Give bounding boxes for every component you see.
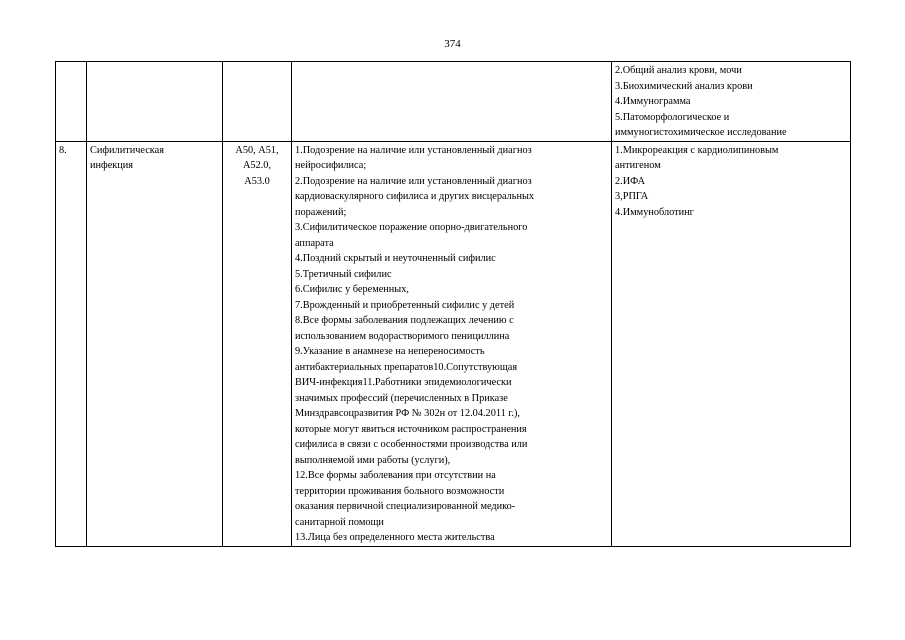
indication-line: 2.Подозрение на наличие или установленный диагноз [295, 175, 532, 187]
indication-line: значимых профессий (перечисленных в Приказе [295, 392, 508, 404]
icd-code-line: А52.0, [242, 160, 272, 171]
indication-line: кардиоваскулярного сифилиса и других висцеральных [295, 191, 535, 202]
disease-name-line: Сифилитическая [90, 144, 164, 156]
indication-line: 8.Все формы заболевания подлежащих лечению с [295, 315, 514, 326]
indication-line: 1.Подозрение на наличие или установленный диагноз [295, 144, 532, 156]
cell-icd-codes [223, 62, 292, 142]
cell-indications [292, 62, 612, 142]
indication-line: сифилиса в связи с особенностями производства или [295, 439, 528, 450]
cell-indications [292, 141, 612, 546]
indication-line: 9.Указание в анамнезе на непереносимость [295, 346, 485, 357]
test-line: 2.Общий анализ крови, мочи [615, 65, 742, 76]
medical-indications-table [55, 61, 851, 547]
indication-line: территории проживания больного возможности [295, 485, 505, 497]
indication-line: оказания первичной специализированной медико- [295, 501, 516, 512]
indication-line: 13.Лица без определенного места жительства [295, 532, 495, 543]
disease-name-line: инфекция [90, 160, 134, 171]
test-line: 4.Иммуноблотинг [615, 206, 694, 218]
cell-number: 8. [56, 141, 87, 546]
indication-line: санитарной помощи [295, 516, 384, 528]
cell-icd-codes [223, 141, 292, 546]
indication-line: выполняемой ими работы (услуги), [295, 454, 451, 466]
test-line: антигеном [615, 160, 661, 171]
cell-tests [612, 62, 851, 142]
indication-line: 5.Третичный сифилис [295, 268, 392, 280]
test-line: 4.Иммунограмма [615, 96, 691, 107]
test-line: 3.Биохимический анализ крови [615, 80, 753, 92]
icd-code-line: А53.0 [244, 175, 270, 187]
test-line: 3,РПГА [615, 191, 649, 202]
cell-number [56, 62, 87, 142]
indication-line: которые могут явиться источником распространения [295, 423, 527, 435]
indication-line: антибактериальных препаратов10.Сопутствующая [295, 361, 518, 373]
page-number: 374 [444, 38, 461, 50]
indication-line: ВИЧ-инфекция11.Работники эпидемиологически [295, 377, 512, 388]
indication-line: аппарата [295, 237, 334, 249]
indication-line: нейросифилиса; [295, 160, 367, 171]
indication-line: 7.Врожденный и приобретенный сифилис у детей [295, 299, 515, 311]
indication-line: 3.Сифилитическое поражение опорно-двигательного [295, 222, 528, 233]
table-row-continuation [56, 62, 851, 142]
indication-line: 12.Все формы заболевания при отсутствии на [295, 470, 496, 481]
cell-tests [612, 141, 851, 546]
cell-disease-name [87, 141, 223, 546]
indication-line: 4.Поздний скрытый и неуточненный сифилис [295, 253, 496, 264]
indication-line: поражений; [295, 206, 347, 218]
test-line: 5.Патоморфологическое и [615, 111, 730, 123]
indication-line: 6.Сифилис у беременных, [295, 284, 409, 295]
indication-line: использованием водорастворимого пенициллина [295, 330, 510, 342]
indication-line: Минздравсоцразвития РФ № 302н от 12.04.2011 г.), [295, 408, 520, 419]
icd-code-line: А50, А51, [235, 144, 279, 156]
cell-disease-name [87, 62, 223, 142]
test-line: 1.Микрореакция с кардиолипиновым [615, 144, 779, 156]
test-line: иммуногистохимическое исследование [615, 127, 787, 138]
test-line: 2.ИФА [615, 175, 646, 187]
table-row-syphilis [56, 141, 851, 546]
